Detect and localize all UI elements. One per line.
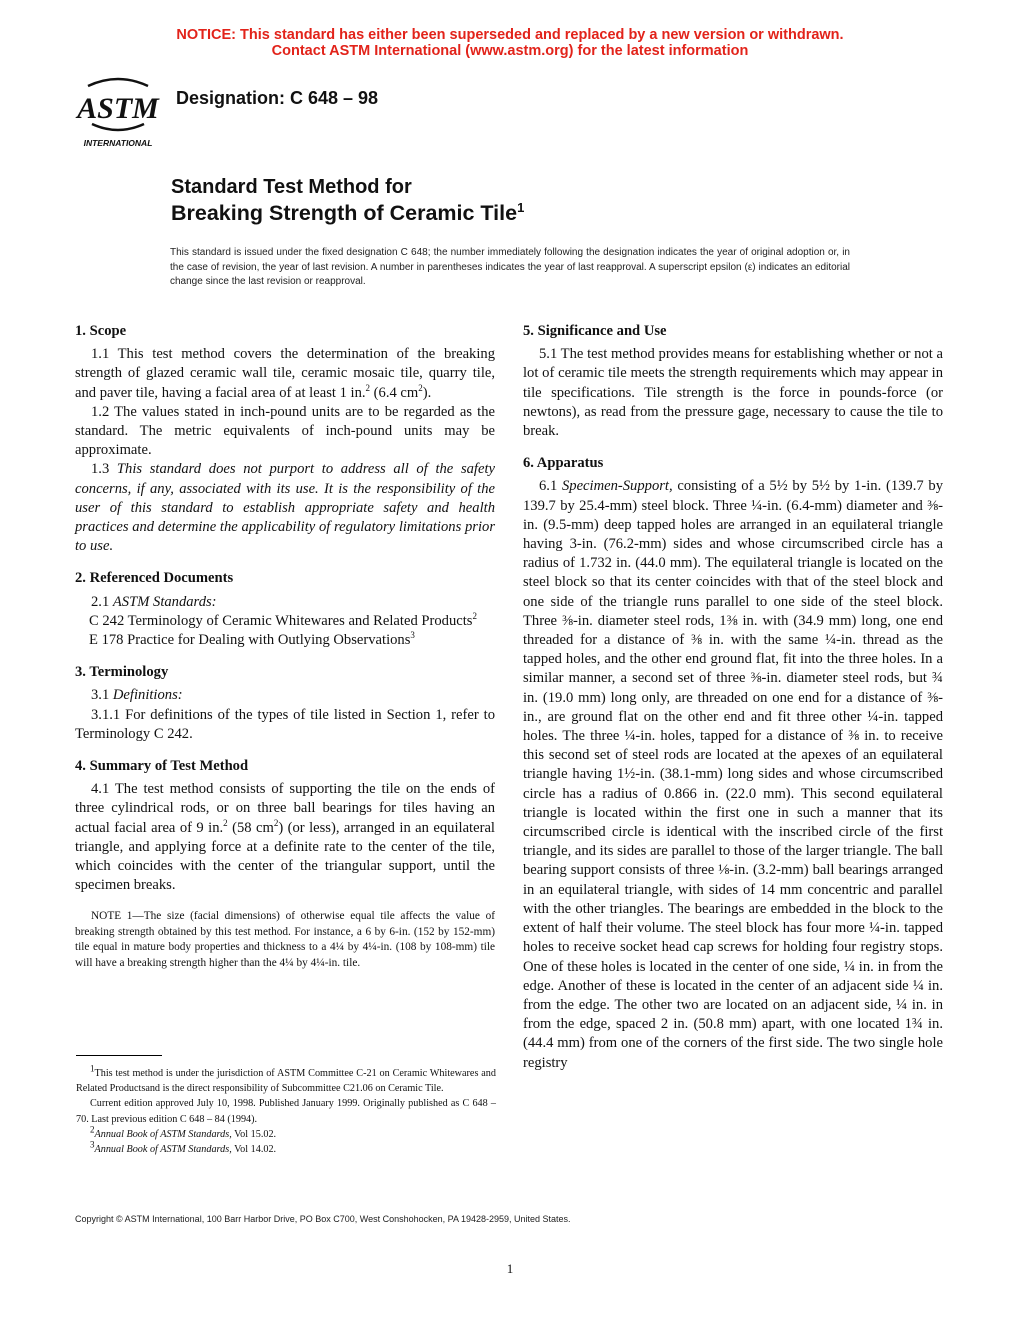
paragraph: 5.1 The test method provides means for establishing whether or not a lot of ceramic tile meets the strength requirements which may appear in tile specifications. Tile strength is the force in pounds-force (or newtons), as read from the pressure gage, necessary to cause the tile to break. <box>523 346 943 440</box>
footnotes <box>76 1063 496 1157</box>
paragraph: 4.1 The test method consists of supporting the tile on the ends of three cylindrical rods, or on three ball bearings for tiles having an actual facial area of 9 in.$^2$ (58 $cm^2$) (or less), arranged in an equilateral triangle, and applying force at a definite rate to the center of the tile, which coincides with the center of the triangular support, until the specimen breaks. <box>75 781 495 894</box>
section-summary <box>75 757 495 971</box>
paragraph: 1.1 This test method covers the determination of the breaking strength of glazed ceramic wall tile, ceramic mosaic tile, quarry tile, and paver tile, having a facial area of at least 1 in.$^2$ (6.4 $cm^2$). <box>75 346 495 401</box>
section-heading: 4. Summary of Test Method <box>75 758 249 775</box>
section-heading: 5. Significance and Use <box>523 323 667 339</box>
section-heading: 6. Apparatus <box>523 455 604 472</box>
logo-subtext: INTERNATIONAL <box>83 138 153 148</box>
title-footnote-ref: 1 <box>517 199 525 215</box>
document-title <box>171 174 524 226</box>
standard-intro: This standard is issued under the fixed designation C 648; the number immediately following the designation indicates the year of original adoption or, in the case of revision, the year of last revision. A number in parentheses indicates the year of last reapproval. A superscript epsilon (ε) indicates an editorial change since the last revision or reapproval. <box>170 247 850 287</box>
notice-line-2: Contact ASTM International (www.astm.org) for the latest information <box>271 43 749 59</box>
astm-logo <box>70 74 166 150</box>
left-column <box>75 322 495 984</box>
paragraph: 3.1.1 For definitions of the types of tile listed in Section 1, refer to Terminology C 242. <box>75 706 495 742</box>
withdrawal-notice <box>0 27 1020 59</box>
notice-line-1: NOTICE: This standard has either been superseded and replaced by a new version or withdrawn. <box>176 27 844 43</box>
reference-item: E 178 Practice for Dealing with Outlying Observations$^3$ <box>89 630 415 649</box>
footnote: Current edition approved July 10, 1998. Published January 1999. Originally published as C 648 – 70. Last previous edition C 648 – 84 (1994). <box>76 1098 496 1125</box>
title-line-2: Breaking Strength of Ceramic Tile <box>171 201 518 225</box>
title-line-1: Standard Test Method for <box>171 176 412 198</box>
footnote-divider <box>76 1055 162 1056</box>
section-significance <box>523 322 943 441</box>
footnote: $^1$This test method is under the jurisdiction of ASTM Committee C-21 on Ceramic Whitewares and Related Productsand is the direct responsibility of Subcommittee C21.06 on Ceramic Tile. <box>76 1063 496 1095</box>
section-heading: 3. Terminology <box>75 664 169 681</box>
footnote: $^2$Annual Book of ASTM Standards, Vol 15.02. <box>90 1124 277 1140</box>
section-scope <box>75 322 495 556</box>
section-referenced-documents <box>75 569 495 650</box>
designation: Designation: C 648 – 98 <box>176 88 379 108</box>
paragraph: 1.2 The values stated in inch-pound units are to be regarded as the standard. The metric equivalents of inch-pound units may be approximate. <box>75 403 495 459</box>
paragraph: 1.3 This standard does not purport to address all of the safety concerns, if any, associated with its use. It is the responsibility of the user of this standard to establish appropriate safety and health practices and determine the applicability of regulatory limitations prior to use. <box>75 461 495 555</box>
paragraph: 3.1 Definitions: <box>91 687 183 704</box>
reference-item: C 242 Terminology of Ceramic Whitewares and Related Products$^2$ <box>89 610 477 629</box>
section-heading: 2. Referenced Documents <box>75 570 234 587</box>
page-number: 1 <box>506 1261 514 1276</box>
footnote: $^3$Annual Book of ASTM Standards, Vol 14.02. <box>90 1139 277 1156</box>
paragraph: 2.1 ASTM Standards: <box>91 593 217 610</box>
right-column <box>523 322 943 1086</box>
copyright-line: Copyright © ASTM International, 100 Barr Harbor Drive, PO Box C700, West Conshohocken, PA 19428-2959, United States. <box>75 1214 571 1224</box>
section-apparatus <box>523 454 943 1073</box>
paragraph: 6.1 Specimen-Support, consisting of a 5½ by 5½ by 1-in. (139.7 by 139.7 by 25.4-mm) steel block. Three ¼-in. (6.4-mm) diameter and ⅜-in. (9.5-mm) deep tapped holes are arranged in an equilateral triangle having 3-in. (76.2-mm) sides and whose circumscribed circle has a radius of 1.732 in. (44.0 mm). The equilateral triangle is located on the steel block so that its center coincides with that of the steel block and one side of the triangle runs parallel to one side of the steel block. Three ⅜-in. diameter steel rods, 1⅜ in. with (34.9 mm) long, one end threaded for a distance of ⅜ in. with the same ¼-in. thread as the tapped holes, and the other end ground flat, fit into the three holes. In a similar manner, a second set of three ⅜-in. diameter steel rods, but ¾ in. (19.0 mm) long only, are threaded on one end for a distance of ⅜-in., are ground flat on the other end and fit three other ¼-in. tapped holes. The three ¼-in. holes, tapped for a distance of ⅜ in. to receive this second set of steel rods are located at the apexes of an equilateral triangle having 1½-in. (38.1-mm) long sides and whose circumscribed circle has a radius of 0.866 in. (22.0 mm). This second equilateral triangle is located within the first one in such a manner that its circumscribed circle is identical with the inscribed circle of the first triangle, and its sides are parallel to those of the larger triangle. The ball bearing support consists of three ⅛-in. (3.2-mm) ball bearings arranged in an equilateral triangle, with sides of 14 mm concentric and parallel with the other triangles. The bearings are embedded in the block to the extent of half their volume. The steel block has four more ¼-in. tapped holes to receive socket head cap screws for holding four registry stops. One of these holes is located in the center of one side, ¼ in. in from the edge. Another of these is located in the center of an adjacent side ¼ in. from the edge. The other two are located on an adjacent side, ¼ in. in from the edge, spaced 2 in. (50.8 mm) apart, with one located 1¾ in. (44.4 mm) from one of the corners of the first side. The two single hole registry <box>523 478 943 1071</box>
section-heading: 1. Scope <box>75 323 127 339</box>
note: NOTE 1—The size (facial dimensions) of otherwise equal tile affects the value of breaking strength obtained by this test method. For instance, a 6 by 6-in. (152 by 152-mm) tile equal in mature body properties and thickness to a 4¼ by 4¼-in. (108 by 108-mm) tile will have a breaking strength higher than the 4¼ by 4¼-in. tile. <box>75 910 495 969</box>
logo-text: ASTM <box>77 92 159 125</box>
section-terminology <box>75 663 495 744</box>
